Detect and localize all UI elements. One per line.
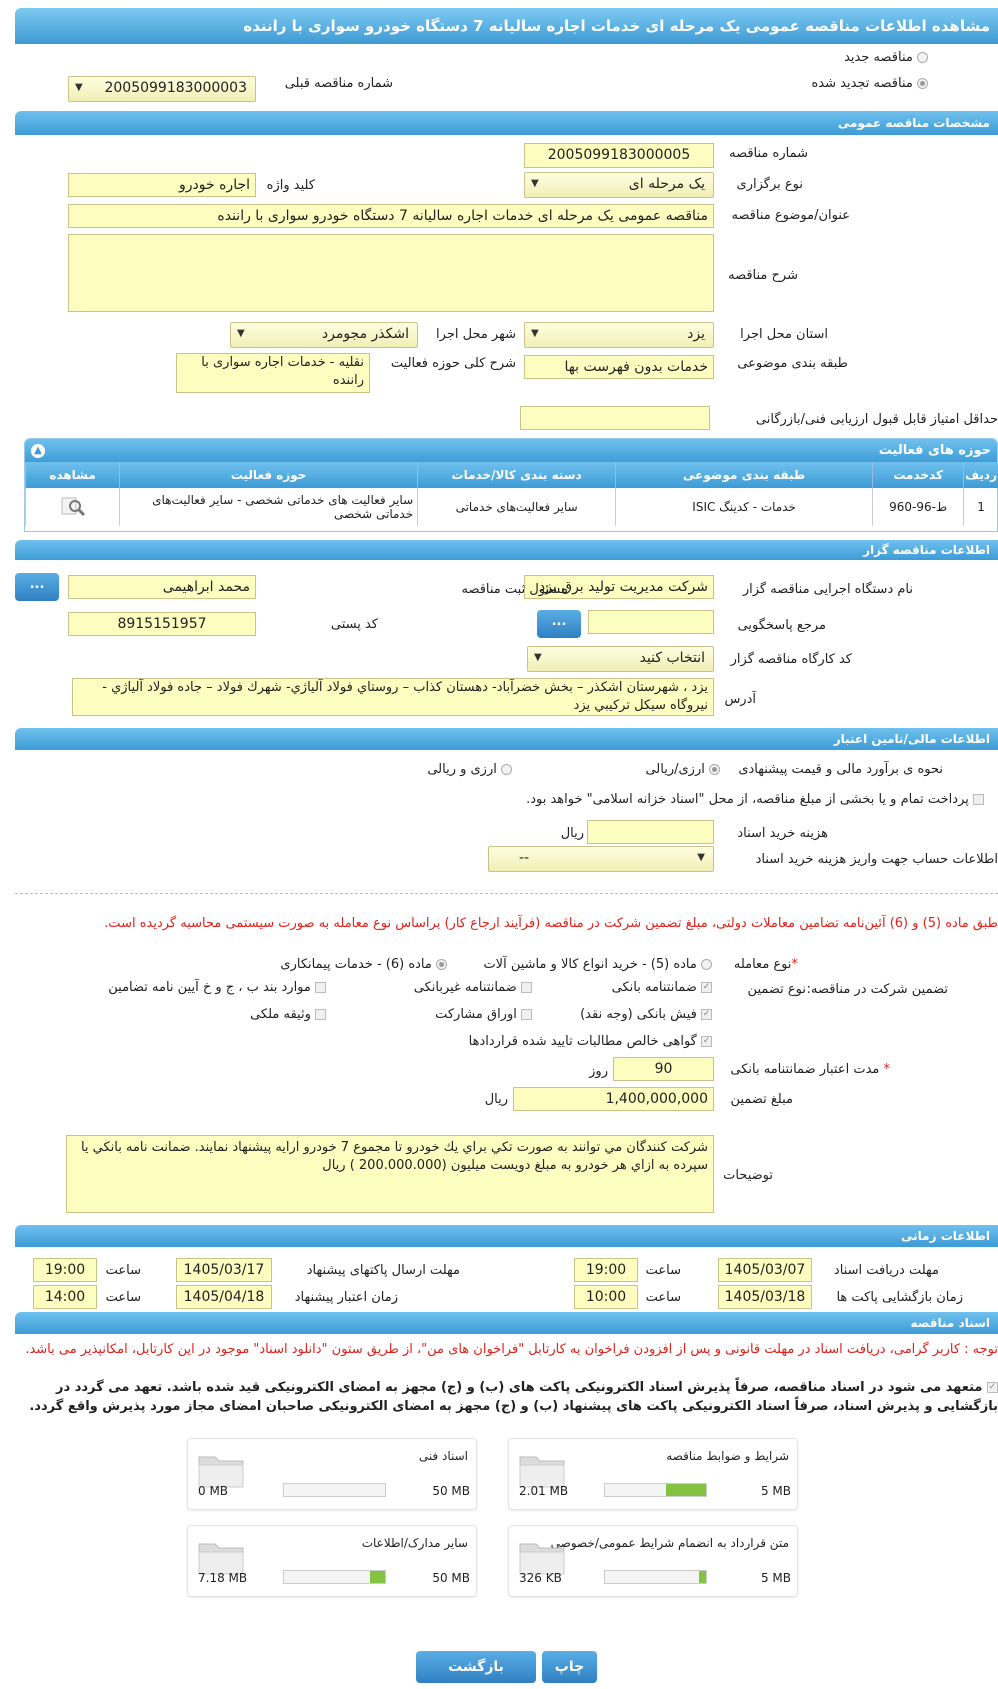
documents-note: توجه : کاربر گرامی، دریافت اسناد در مهلت قانونی و پس از افزودن فراخوان به کارتابل "فراخوان های من"، از طریق ستون "دانلود اسناد" موجود در این کارتابل، امکانپذیر می باشد. <box>25 1342 998 1357</box>
doc-name: اسناد فنی <box>418 1449 468 1463</box>
radio-deal-5-label: ماده (5) - خرید انواع کالا و ماشین آلات <box>483 957 697 972</box>
account-value: -- <box>519 850 530 866</box>
organizer-section-header: اطلاعات مناقصه گزار <box>15 540 998 560</box>
estimate-method-label: نحوه ی برآورد مالی و قیمت پیشنهادی <box>738 762 943 777</box>
doc-size: 7.18 MB <box>198 1571 248 1585</box>
prev-number-label: شماره مناقصه قبلی <box>284 76 393 91</box>
chevron-down-icon: ▼ <box>237 328 245 339</box>
doc-progress <box>604 1570 707 1584</box>
min-score-label: حداقل امتیاز قابل قبول ارزیابی فنی/بازرگانی <box>755 412 998 427</box>
radio-deal-5-icon[interactable] <box>701 959 712 970</box>
reference-label: مرجع پاسخگویی <box>737 618 826 633</box>
g-bonds-label: اوراق مشارکت <box>435 1007 517 1022</box>
doc-progress <box>283 1570 386 1584</box>
doc-cost-field[interactable] <box>587 820 714 844</box>
chevron-down-icon: ▼ <box>75 82 83 93</box>
g-bank <box>612 980 712 995</box>
timing-section-header: اطلاعات زمانی <box>15 1225 998 1247</box>
cell-classification: خدمات - کدینگ ISIC <box>616 488 873 526</box>
address-label: آدرس <box>724 692 756 707</box>
send-deadline-label: مهلت ارسال پاکتهای پیشنهاد <box>306 1263 460 1278</box>
g-nonbank <box>414 980 532 995</box>
g-property-checkbox <box>315 1009 326 1020</box>
col-view: مشاهده <box>26 462 120 488</box>
col-group: دسته بندی کالا/خدمات <box>418 462 616 488</box>
validity-period-label: زمان اعتبار پیشنهاد <box>294 1290 398 1305</box>
opening-date-field[interactable]: 1405/03/18 <box>718 1285 812 1309</box>
reference-field[interactable] <box>588 610 714 634</box>
required-mark: * <box>883 1062 890 1077</box>
doc-cost-label: هزینه خرید اسناد <box>737 826 828 841</box>
col-row: ردیف <box>964 462 998 488</box>
activity-desc-label: شرح کلی حوزه فعالیت <box>390 356 516 371</box>
radio-currency-and-rial-label: ارزی و ریالی <box>427 762 497 777</box>
guarantee-type-label: نوع تضمین <box>747 982 806 997</box>
radio-currency-rial-icon[interactable] <box>709 764 720 775</box>
doc-card-terms[interactable] <box>508 1438 798 1510</box>
finance-section-header: اطلاعات مالی/تامین اعتبار <box>15 728 998 750</box>
validity-unit: روز <box>589 1064 608 1079</box>
cell-row: 1 <box>964 488 998 526</box>
holding-type-select[interactable] <box>524 172 714 198</box>
subject-field[interactable]: مناقصه عمومی یک مرحله ای خدمات اجاره سالیانه 7 دستگاه خودرو سواری با راننده <box>68 204 714 228</box>
documents-section-header: اسناد مناقصه <box>15 1312 998 1334</box>
doc-size: 0 MB <box>198 1484 229 1498</box>
validity-text: مدت اعتبار ضمانتنامه بانکی <box>730 1062 880 1077</box>
general-section-header: مشخصات مناقصه عمومی <box>15 111 998 135</box>
g-bank-checkbox: ✓ <box>702 982 711 992</box>
g-property <box>250 1007 326 1022</box>
radio-deal-6-label: ماده (6) - خدمات پیمانکاری <box>280 957 432 972</box>
receive-date-field[interactable]: 1405/03/07 <box>718 1258 812 1282</box>
required-mark: * <box>791 957 798 972</box>
participation-label: تضمین شرکت در مناقصه: <box>806 982 948 997</box>
doc-progress <box>283 1483 386 1497</box>
province-label: استان محل اجرا <box>740 327 828 342</box>
treasury-checkbox-row[interactable] <box>526 792 984 807</box>
radio-new-icon[interactable] <box>917 52 928 63</box>
amount-field[interactable]: 1,400,000,000 <box>513 1087 714 1111</box>
chevron-down-icon: ▼ <box>531 178 539 189</box>
workshop-value: انتخاب کنید <box>639 650 705 666</box>
g-cash-label: فیش بانکی (وجه نقد) <box>580 1007 697 1022</box>
province-value: یزد <box>687 326 705 342</box>
responsible-field[interactable]: محمد ابراهیمی <box>68 575 256 599</box>
radio-renewed-label: مناقصه تجدید شده <box>811 76 913 91</box>
col-classification: طبقه بندی موضوعی <box>616 462 873 488</box>
doc-max-size: 50 MB <box>432 1571 470 1585</box>
responsible-lookup-button[interactable]: ... <box>15 573 59 601</box>
reference-lookup-button[interactable]: ... <box>537 610 581 638</box>
validity-date-field[interactable]: 1405/04/18 <box>176 1285 272 1309</box>
holding-type-value: یک مرحله ای <box>628 176 705 192</box>
g-property-label: وثیقه ملکی <box>250 1007 311 1022</box>
receive-deadline-label: مهلت دریافت اسناد <box>833 1263 939 1278</box>
g-claims <box>469 1034 712 1049</box>
tender-number-label: شماره مناقصه <box>729 146 808 161</box>
city-value: اشکذر مجومرد <box>321 326 409 342</box>
g-bonds <box>435 1007 532 1022</box>
section-divider <box>15 893 998 894</box>
doc-cost-currency: ریال <box>560 826 584 841</box>
account-label: اطلاعات حساب جهت واریز هزینه خرید اسناد <box>755 852 998 867</box>
g-nonbank-label: ضمانتنامه غیربانکی <box>413 980 517 995</box>
magnifier-icon[interactable] <box>60 495 86 517</box>
radio-currency-rial[interactable] <box>645 762 720 777</box>
responsible-label: مسئول ثبت مناقصه <box>461 582 568 597</box>
send-time-label: ساعت <box>105 1263 141 1278</box>
radio-deal-6-icon[interactable] <box>436 959 447 970</box>
postal-field[interactable]: 8915151957 <box>68 612 256 636</box>
treasury-text: پرداخت تمام و یا بخشی از مبلغ مناقصه، از محل "اسناد خزانه اسلامی" خواهد بود. <box>526 792 969 807</box>
org-label: نام دستگاه اجرایی مناقصه گزار <box>742 582 913 597</box>
g-cash <box>580 1007 712 1022</box>
commit-text: متعهد می شود در اسناد مناقصه، صرفاً پذیرش اسناد الکترونیکی پاکت های (ب) و (ج) مجهز به امضای الکترونیکی قید شده باشد. تعهد می گردد در بازگشایی و پذیرش اسناد، صرفاً اسناد الکترونیکی پاکت های پیشنهاد (ب) و (ج) مجهز به امضای الکترونیکی صاحبان امضای مجاز مورد پذیرش واقع گردد. <box>29 1380 998 1414</box>
col-code: کدخدمت <box>873 462 964 488</box>
commit-row <box>8 1378 998 1416</box>
cell-code: ط-96-960 <box>873 488 964 526</box>
g-claims-checkbox: ✓ <box>702 1036 711 1046</box>
validity-time-label: ساعت <box>105 1290 141 1305</box>
doc-progress <box>604 1483 707 1497</box>
activity-panel-header <box>25 439 997 463</box>
radio-currency-rial-label: ارزی/ریالی <box>645 762 705 777</box>
description-label: شرح مناقصه <box>728 268 798 283</box>
radio-renewed-icon[interactable] <box>917 78 928 89</box>
category-field[interactable]: خدمات بدون فهرست بها <box>524 355 714 379</box>
g-claims-label: گواهی خالص مطالبات تایید شده قراردادها <box>468 1034 697 1049</box>
doc-name: شرایط و ضوابط مناقصه <box>666 1449 789 1463</box>
send-time-field[interactable]: 19:00 <box>33 1258 97 1282</box>
prev-number-value: 2005099183000003 <box>104 80 247 96</box>
subject-label: عنوان/موضوع مناقصه <box>731 208 850 223</box>
page-title: مشاهده اطلاعات مناقصه عمومی یک مرحله ای خدمات اجاره سالیانه 7 دستگاه خودرو سواری با راننده <box>15 8 998 44</box>
validity-field[interactable]: 90 <box>613 1057 714 1081</box>
print-button[interactable]: چاپ <box>542 1651 597 1683</box>
chevron-down-icon: ▼ <box>697 852 705 863</box>
notes-textarea[interactable]: شرکت کنندگان مي توانند به صورت تكي براي يك خودرو تا مجموع 7 خودرو ارايه پيشنهاد نمايند. ضمانت نامه بانكي يا سپرده به ازاي هر خودرو به مبلغ دويست ميليون (200.000.000 ) ريال <box>66 1135 714 1213</box>
doc-max-size: 5 MB <box>760 1571 791 1585</box>
doc-name: سایر مدارک/اطلاعات <box>361 1536 468 1550</box>
activity-desc-field[interactable]: نقلیه - خدمات اجاره سواری با راننده <box>176 353 370 393</box>
g-clauses-label: موارد بند ب ، ج و خ آیین نامه تضامین <box>108 980 311 995</box>
radio-deal-6[interactable] <box>280 957 447 972</box>
doc-size: 326 KB <box>519 1571 562 1585</box>
cell-group: سایر فعالیت‌های خدماتی <box>418 488 616 526</box>
validity-time-field[interactable]: 14:00 <box>33 1285 97 1309</box>
postal-label: کد پستی <box>330 617 378 632</box>
send-date-field[interactable]: 1405/03/17 <box>176 1258 272 1282</box>
city-select[interactable] <box>230 322 418 348</box>
deal-type-label <box>734 957 798 972</box>
back-button[interactable]: بازگشت <box>416 1651 536 1683</box>
g-bonds-checkbox <box>521 1009 532 1020</box>
keyword-field[interactable]: اجاره خودرو <box>68 173 256 197</box>
account-select[interactable] <box>488 846 714 872</box>
g-cash-checkbox: ✓ <box>702 1009 711 1019</box>
doc-max-size: 5 MB <box>760 1484 791 1498</box>
treasury-checkbox[interactable] <box>973 794 984 805</box>
doc-progress-fill <box>699 1571 706 1583</box>
deal-type-text: نوع معامله <box>733 957 792 972</box>
workshop-select[interactable] <box>527 646 714 672</box>
activity-header-title: حوزه های فعالیت <box>878 443 991 458</box>
receive-time-label: ساعت <box>645 1263 681 1278</box>
tender-number-field[interactable]: 2005099183000005 <box>524 143 714 168</box>
radio-currency-and-rial[interactable] <box>427 762 512 777</box>
city-label: شهر محل اجرا <box>436 327 516 342</box>
doc-card-technical[interactable] <box>187 1438 477 1510</box>
chevron-down-icon: ▼ <box>534 652 542 663</box>
guarantee-notice: طبق ماده (5) و (6) آئین‌نامه تضامین معاملات دولتی، مبلغ تضمین شرکت در مناقصه (فرآیند ارجاع کار) براساس نوع معامله به صورت سیستمی محاسبه گردیده است. <box>104 916 998 931</box>
radio-currency-and-rial-icon[interactable] <box>501 764 512 775</box>
notes-label: توضیحات <box>723 1168 773 1183</box>
doc-name: متن قرارداد به انضمام شرایط عمومی/خصوصی <box>550 1536 789 1550</box>
holding-type-label: نوع برگزاری <box>736 177 803 192</box>
amount-label: مبلغ تضمین <box>730 1092 793 1107</box>
chevron-down-icon: ▼ <box>531 328 539 339</box>
radio-renewed-tender[interactable] <box>811 76 928 91</box>
cell-field: سایر فعالیت های خدماتی شخصی - سایر فعالیت‌های خدماتی شخصی <box>120 488 418 526</box>
org-field[interactable]: شرکت مدیریت تولید برق یزد <box>524 575 714 599</box>
collapse-icon[interactable]: ▲ <box>31 444 45 458</box>
doc-card-contract[interactable] <box>508 1525 798 1597</box>
description-textarea[interactable] <box>68 234 714 312</box>
keyword-label: کلید واژه <box>266 178 315 193</box>
g-clauses-checkbox <box>315 982 326 993</box>
opening-label: زمان بازگشایی پاکت ها <box>836 1290 963 1305</box>
radio-new-tender[interactable] <box>844 50 928 65</box>
activity-table <box>25 462 998 526</box>
opening-time-field[interactable]: 10:00 <box>574 1285 638 1309</box>
cell-view[interactable] <box>26 488 120 526</box>
g-bank-label: ضمانتنامه بانکی <box>611 980 697 995</box>
validity-label <box>730 1062 890 1077</box>
commit-checkbox: ✓ <box>988 1382 997 1392</box>
g-clauses <box>108 980 326 995</box>
doc-card-other[interactable] <box>187 1525 477 1597</box>
col-field: حوزه فعالیت <box>120 462 418 488</box>
g-nonbank-checkbox <box>521 982 532 993</box>
opening-time-label: ساعت <box>645 1290 681 1305</box>
doc-max-size: 50 MB <box>432 1484 470 1498</box>
doc-progress-fill <box>666 1484 706 1496</box>
receive-time-field[interactable]: 19:00 <box>574 1258 638 1282</box>
category-label: طبقه بندی موضوعی <box>737 356 848 371</box>
doc-size: 2.01 MB <box>519 1484 569 1498</box>
table-row <box>26 488 998 526</box>
doc-progress-fill <box>370 1571 385 1583</box>
province-select[interactable] <box>524 322 714 348</box>
min-score-field[interactable] <box>520 406 710 430</box>
amount-currency: ریال <box>484 1092 508 1107</box>
radio-deal-5[interactable] <box>483 957 712 972</box>
address-field[interactable]: یزد ، شهرستان اشکذر – بخش خضرآباد- دهستان کذاب – روستاي فولاد آلياژي- شهرك فولاد – جاده فولاد آلياژي - نيروگاه سيکل ترکيبي يزد <box>72 678 714 716</box>
radio-new-label: مناقصه جدید <box>844 50 913 65</box>
prev-number-select[interactable] <box>68 76 256 102</box>
workshop-label: کد کارگاه مناقصه گزار <box>730 652 852 667</box>
